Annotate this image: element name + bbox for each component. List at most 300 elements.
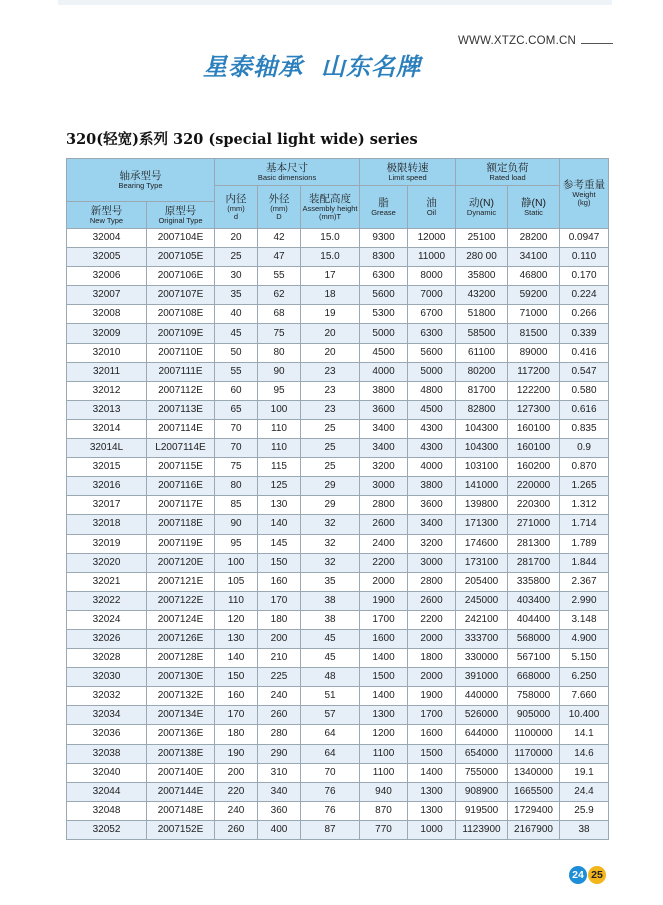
table-cell: 110: [258, 439, 301, 458]
table-cell: 2007148E: [147, 801, 215, 820]
table-cell: 0.339: [560, 324, 609, 343]
table-cell: 180: [258, 610, 301, 629]
table-row: [67, 572, 609, 591]
table-cell: 2007119E: [147, 534, 215, 553]
table-cell: 2000: [360, 572, 408, 591]
table-cell: 32015: [67, 458, 147, 477]
table-cell: 90: [215, 515, 258, 534]
table-cell: 35: [215, 286, 258, 305]
table-cell: 271000: [508, 515, 560, 534]
table-cell: 2007115E: [147, 458, 215, 477]
table-cell: 0.835: [560, 419, 609, 438]
table-cell: 391000: [456, 668, 508, 687]
table-cell: 170: [215, 706, 258, 725]
table-row: [67, 419, 609, 438]
table-cell: 1340000: [508, 763, 560, 782]
table-cell: 60: [215, 381, 258, 400]
table-cell: 4.900: [560, 629, 609, 648]
header-bearing-type: 轴承型号 Bearing Type: [67, 159, 215, 202]
bearing-spec-table: [66, 158, 609, 840]
table-cell: 1400: [360, 649, 408, 668]
table-cell: 0.416: [560, 343, 609, 362]
table-cell: 32044: [67, 782, 147, 801]
table-cell: 3000: [408, 553, 456, 572]
header-limit-speed: 极限转速 Limit speed: [360, 159, 456, 186]
table-cell: 32013: [67, 400, 147, 419]
table-cell: 85: [215, 496, 258, 515]
table-cell: 360: [258, 801, 301, 820]
table-cell: 1100: [360, 763, 408, 782]
table-cell: 61100: [456, 343, 508, 362]
table-cell: 3800: [408, 477, 456, 496]
table-cell: 24.4: [560, 782, 609, 801]
table-cell: 2007114E: [147, 419, 215, 438]
table-cell: 32038: [67, 744, 147, 763]
table-cell: 3.148: [560, 610, 609, 629]
table-cell: 2007109E: [147, 324, 215, 343]
table-cell: 35800: [456, 267, 508, 286]
table-cell: 2400: [360, 534, 408, 553]
table-cell: 80: [258, 343, 301, 362]
table-cell: 160: [258, 572, 301, 591]
table-cell: 18: [301, 286, 360, 305]
table-cell: 0.110: [560, 248, 609, 267]
table-cell: 1729400: [508, 801, 560, 820]
table-cell: 32026: [67, 629, 147, 648]
table-cell: 90: [258, 362, 301, 381]
table-cell: 174600: [456, 534, 508, 553]
table-cell: 70: [215, 439, 258, 458]
table-cell: 120: [215, 610, 258, 629]
table-cell: 130: [215, 629, 258, 648]
table-cell: 2800: [408, 572, 456, 591]
table-cell: 32005: [67, 248, 147, 267]
table-cell: 180: [215, 725, 258, 744]
table-cell: 240: [215, 801, 258, 820]
table-cell: 23: [301, 400, 360, 419]
table-cell: 43200: [456, 286, 508, 305]
brand-slogan: [203, 47, 421, 82]
table-cell: 32016: [67, 477, 147, 496]
table-cell: 32010: [67, 343, 147, 362]
table-cell: 2007140E: [147, 763, 215, 782]
table-cell: 58500: [456, 324, 508, 343]
table-cell: 160200: [508, 458, 560, 477]
table-cell: 335800: [508, 572, 560, 591]
table-cell: 25: [301, 458, 360, 477]
table-cell: 3600: [360, 400, 408, 419]
table-cell: 59200: [508, 286, 560, 305]
table-cell: 160100: [508, 419, 560, 438]
table-cell: 2167900: [508, 820, 560, 839]
table-cell: 404400: [508, 610, 560, 629]
table-cell: 200: [215, 763, 258, 782]
table-cell: 1600: [360, 629, 408, 648]
table-cell: 70: [215, 419, 258, 438]
table-cell: 1400: [408, 763, 456, 782]
table-cell: 11000: [408, 248, 456, 267]
table-cell: 1000: [408, 820, 456, 839]
table-cell: 57: [301, 706, 360, 725]
table-cell: 20: [215, 229, 258, 248]
table-cell: 281300: [508, 534, 560, 553]
table-cell: 47: [258, 248, 301, 267]
table-cell: 140: [215, 649, 258, 668]
table-cell: 2000: [408, 629, 456, 648]
table-cell: 38: [560, 820, 609, 839]
table-cell: 1400: [360, 687, 408, 706]
table-cell: 110: [215, 591, 258, 610]
table-cell: 3400: [360, 439, 408, 458]
table-row: [67, 267, 609, 286]
table-cell: 3200: [360, 458, 408, 477]
table-row: [67, 629, 609, 648]
table-cell: 42: [258, 229, 301, 248]
table-cell: 32034: [67, 706, 147, 725]
slogan-company: 星泰轴承: [203, 52, 303, 81]
table-cell: 40: [215, 305, 258, 324]
table-cell: 654000: [456, 744, 508, 763]
table-cell: 2200: [360, 553, 408, 572]
table-cell: 7.660: [560, 687, 609, 706]
header-static: 静(N) Static: [508, 186, 560, 229]
table-body: [67, 229, 609, 840]
table-cell: 32032: [67, 687, 147, 706]
table-cell: 70: [301, 763, 360, 782]
table-cell: 905000: [508, 706, 560, 725]
table-cell: 668000: [508, 668, 560, 687]
table-cell: 2007113E: [147, 400, 215, 419]
table-cell: 2007106E: [147, 267, 215, 286]
table-cell: 12000: [408, 229, 456, 248]
table-cell: 130: [258, 496, 301, 515]
top-decor-strip: [58, 0, 612, 5]
table-cell: 4000: [408, 458, 456, 477]
table-cell: 3800: [360, 381, 408, 400]
table-cell: 2007132E: [147, 687, 215, 706]
table-row: [67, 458, 609, 477]
table-cell: 568000: [508, 629, 560, 648]
table-cell: 20: [301, 324, 360, 343]
table-cell: 2007128E: [147, 649, 215, 668]
header-inner-diameter: 内径 (mm) d: [215, 186, 258, 229]
table-cell: 940: [360, 782, 408, 801]
table-row: [67, 305, 609, 324]
table-cell: 171300: [456, 515, 508, 534]
table-cell: 32017: [67, 496, 147, 515]
table-cell: 25: [215, 248, 258, 267]
table-cell: 2007120E: [147, 553, 215, 572]
table-row: [67, 343, 609, 362]
table-cell: 105: [215, 572, 258, 591]
table-cell: 4300: [408, 439, 456, 458]
table-cell: 160100: [508, 439, 560, 458]
table-cell: 32009: [67, 324, 147, 343]
table-cell: 1600: [408, 725, 456, 744]
table-row: [67, 477, 609, 496]
table-cell: 870: [360, 801, 408, 820]
table-row: [67, 286, 609, 305]
table-cell: 205400: [456, 572, 508, 591]
table-cell: 23: [301, 381, 360, 400]
table-cell: 87: [301, 820, 360, 839]
table-cell: 245000: [456, 591, 508, 610]
table-cell: 340: [258, 782, 301, 801]
table-row: [67, 649, 609, 668]
table-cell: 75: [258, 324, 301, 343]
table-cell: 32012: [67, 381, 147, 400]
table-cell: 1500: [408, 744, 456, 763]
table-cell: 1500: [360, 668, 408, 687]
table-cell: 2007105E: [147, 248, 215, 267]
table-cell: 2007117E: [147, 496, 215, 515]
table-cell: 1900: [360, 591, 408, 610]
table-cell: 190: [215, 744, 258, 763]
slogan-brand: 山东名牌: [321, 52, 421, 81]
table-row: [67, 534, 609, 553]
table-cell: 32020: [67, 553, 147, 572]
table-cell: 1665500: [508, 782, 560, 801]
table-cell: 103100: [456, 458, 508, 477]
table-cell: 0.0947: [560, 229, 609, 248]
table-cell: 122200: [508, 381, 560, 400]
table-cell: 1170000: [508, 744, 560, 763]
table-row: [67, 610, 609, 629]
table-cell: 80200: [456, 362, 508, 381]
table-cell: 100: [215, 553, 258, 572]
table-cell: 25100: [456, 229, 508, 248]
table-cell: 19: [301, 305, 360, 324]
table-cell: 403400: [508, 591, 560, 610]
table-row: [67, 439, 609, 458]
table-row: [67, 763, 609, 782]
table-cell: 117200: [508, 362, 560, 381]
table-row: [67, 248, 609, 267]
table-row: [67, 744, 609, 763]
table-cell: 7000: [408, 286, 456, 305]
table-cell: 5000: [408, 362, 456, 381]
table-cell: 50: [215, 343, 258, 362]
table-cell: 32048: [67, 801, 147, 820]
table-cell: 1700: [408, 706, 456, 725]
table-cell: 240: [258, 687, 301, 706]
table-row: [67, 400, 609, 419]
table-cell: 14.1: [560, 725, 609, 744]
table-cell: 6700: [408, 305, 456, 324]
table-cell: 48: [301, 668, 360, 687]
table-cell: 141000: [456, 477, 508, 496]
table-cell: 758000: [508, 687, 560, 706]
table-cell: 160: [215, 687, 258, 706]
table-row: [67, 381, 609, 400]
table-cell: 55: [258, 267, 301, 286]
table-cell: 29: [301, 477, 360, 496]
table-cell: 770: [360, 820, 408, 839]
table-cell: 220000: [508, 477, 560, 496]
table-cell: 62: [258, 286, 301, 305]
table-cell: 25: [301, 419, 360, 438]
table-cell: 100: [258, 400, 301, 419]
table-cell: 2600: [360, 515, 408, 534]
table-cell: 6300: [360, 267, 408, 286]
table-cell: 32007: [67, 286, 147, 305]
header-basic-dimensions: 基本尺寸 Basic dimensions: [215, 159, 360, 186]
table-cell: 15.0: [301, 229, 360, 248]
table-cell: 34100: [508, 248, 560, 267]
table-cell: 45: [301, 629, 360, 648]
header-outer-diameter: 外径 (mm) D: [258, 186, 301, 229]
header-dynamic: 动(N) Dynamic: [456, 186, 508, 229]
table-cell: 5300: [360, 305, 408, 324]
table-cell: 644000: [456, 725, 508, 744]
table-row: [67, 801, 609, 820]
table-cell: 1900: [408, 687, 456, 706]
table-cell: 23: [301, 362, 360, 381]
header-rated-load: 额定负荷 Rated load: [456, 159, 560, 186]
table-cell: 2000: [408, 668, 456, 687]
table-cell: 242100: [456, 610, 508, 629]
table-row: [67, 496, 609, 515]
table-cell: 20: [301, 343, 360, 362]
table-row: [67, 782, 609, 801]
table-cell: 115: [258, 458, 301, 477]
table-cell: 32030: [67, 668, 147, 687]
table-cell: 2007108E: [147, 305, 215, 324]
table-cell: 0.224: [560, 286, 609, 305]
table-cell: 310: [258, 763, 301, 782]
table-cell: 150: [215, 668, 258, 687]
table-cell: 64: [301, 725, 360, 744]
table-cell: 139800: [456, 496, 508, 515]
table-cell: 32019: [67, 534, 147, 553]
table-cell: 260: [258, 706, 301, 725]
table-cell: 32040: [67, 763, 147, 782]
table-row: [67, 668, 609, 687]
table-cell: 2007116E: [147, 477, 215, 496]
table-row: [67, 515, 609, 534]
table-cell: 4300: [408, 419, 456, 438]
website-url: WWW.XTZC.COM.CN: [458, 35, 576, 47]
table-cell: 2007118E: [147, 515, 215, 534]
page-number-left: 24: [569, 866, 587, 884]
table-cell: 0.170: [560, 267, 609, 286]
table-cell: 4500: [360, 343, 408, 362]
table-cell: 0.9: [560, 439, 609, 458]
table-cell: 104300: [456, 419, 508, 438]
table-cell: 9300: [360, 229, 408, 248]
table-cell: 3400: [360, 419, 408, 438]
table-cell: 127300: [508, 400, 560, 419]
table-row: [67, 820, 609, 839]
table-cell: 32: [301, 553, 360, 572]
table-cell: 82800: [456, 400, 508, 419]
table-cell: 170: [258, 591, 301, 610]
table-cell: 76: [301, 801, 360, 820]
table-cell: 2007124E: [147, 610, 215, 629]
table-cell: 25.9: [560, 801, 609, 820]
table-cell: 2007112E: [147, 381, 215, 400]
table-cell: 71000: [508, 305, 560, 324]
table-cell: 2.367: [560, 572, 609, 591]
table-cell: 81500: [508, 324, 560, 343]
table-cell: 2007126E: [147, 629, 215, 648]
table-cell: 32: [301, 534, 360, 553]
table-cell: 150: [258, 553, 301, 572]
table-cell: 32018: [67, 515, 147, 534]
table-cell: 2600: [408, 591, 456, 610]
table-cell: 2007134E: [147, 706, 215, 725]
table-cell: 2007107E: [147, 286, 215, 305]
table-row: [67, 591, 609, 610]
table-cell: 400: [258, 820, 301, 839]
table-cell: 1.312: [560, 496, 609, 515]
table-cell: 1700: [360, 610, 408, 629]
table-row: [67, 324, 609, 343]
table-cell: 2007130E: [147, 668, 215, 687]
table-cell: 2007104E: [147, 229, 215, 248]
table-cell: 32036: [67, 725, 147, 744]
table-cell: 55: [215, 362, 258, 381]
table-cell: 32006: [67, 267, 147, 286]
table-cell: 281700: [508, 553, 560, 572]
table-cell: 140: [258, 515, 301, 534]
table-row: [67, 229, 609, 248]
table-cell: 28200: [508, 229, 560, 248]
table-cell: 32014: [67, 419, 147, 438]
table-cell: 5600: [408, 343, 456, 362]
table-cell: 30: [215, 267, 258, 286]
table-cell: 3000: [360, 477, 408, 496]
table-cell: 89000: [508, 343, 560, 362]
table-cell: 5000: [360, 324, 408, 343]
table-cell: 3400: [408, 515, 456, 534]
table-cell: 38: [301, 610, 360, 629]
table-cell: 290: [258, 744, 301, 763]
table-cell: 32008: [67, 305, 147, 324]
table-cell: 1100000: [508, 725, 560, 744]
table-cell: 0.547: [560, 362, 609, 381]
table-cell: 2007111E: [147, 362, 215, 381]
table-cell: 755000: [456, 763, 508, 782]
table-cell: 908900: [456, 782, 508, 801]
table-cell: 6.250: [560, 668, 609, 687]
table-cell: 32014L: [67, 439, 147, 458]
table-cell: 6300: [408, 324, 456, 343]
table-cell: 104300: [456, 439, 508, 458]
table-cell: 1200: [360, 725, 408, 744]
table-cell: 46800: [508, 267, 560, 286]
table-cell: 32004: [67, 229, 147, 248]
table-cell: 1300: [408, 801, 456, 820]
table-cell: 95: [258, 381, 301, 400]
table-cell: 19.1: [560, 763, 609, 782]
table-cell: 14.6: [560, 744, 609, 763]
table-cell: 32: [301, 515, 360, 534]
table-cell: 2007144E: [147, 782, 215, 801]
table-cell: 75: [215, 458, 258, 477]
table-cell: 440000: [456, 687, 508, 706]
table-cell: 38: [301, 591, 360, 610]
table-cell: 0.266: [560, 305, 609, 324]
table-cell: L2007114E: [147, 439, 215, 458]
table-cell: 2007152E: [147, 820, 215, 839]
table-cell: 2800: [360, 496, 408, 515]
series-title: 320(轻宽)系列 320 (special light wide) series: [66, 131, 418, 148]
table-cell: 333700: [456, 629, 508, 648]
table-cell: 3200: [408, 534, 456, 553]
table-cell: 5.150: [560, 649, 609, 668]
table-cell: 4000: [360, 362, 408, 381]
